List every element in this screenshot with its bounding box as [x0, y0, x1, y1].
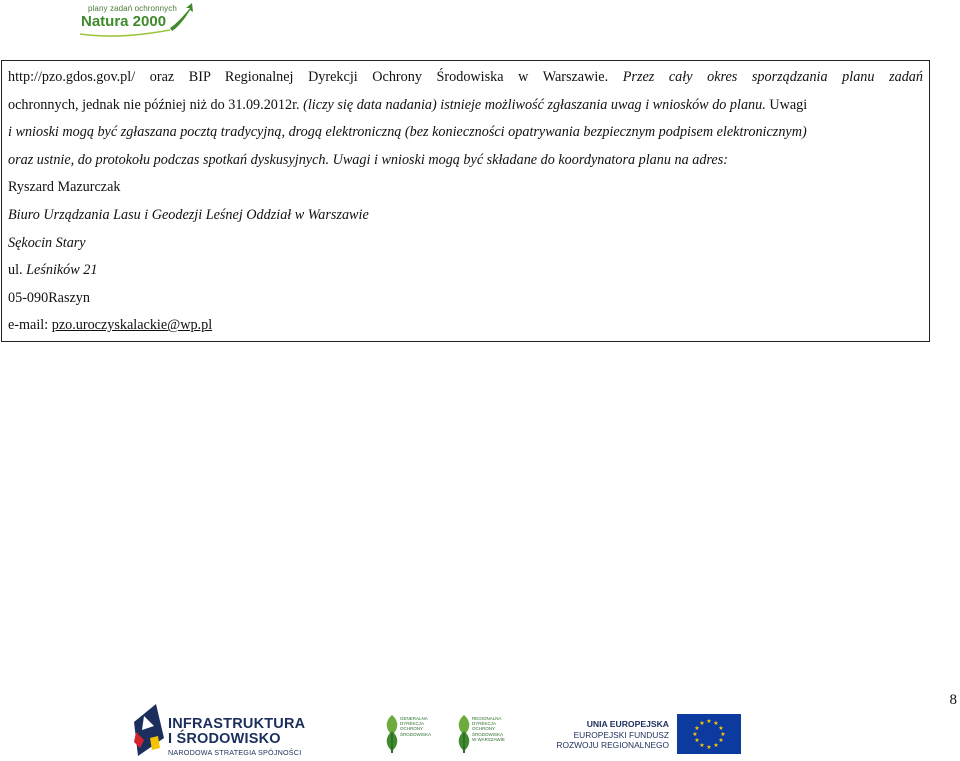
info-box: [1, 60, 930, 342]
eu-flag-icon: [677, 714, 741, 754]
eu-fund-line-2: ROZWOJU REGIONALNEGO: [556, 740, 669, 750]
eu-logo: [556, 714, 745, 754]
svg-text:★: ★: [699, 742, 705, 749]
email-link[interactable]: pzo.uroczyskalackie@wp.pl: [51, 317, 213, 334]
gdos-caption: GENERALNA DYREKCJA OCHRONY ŚRODOWISKA: [400, 716, 432, 737]
eu-title: UNIA EUROPEJSKA: [586, 719, 669, 729]
svg-text:★: ★: [706, 718, 712, 725]
svg-text:★: ★: [713, 742, 719, 749]
svg-text:★: ★: [692, 731, 698, 738]
contact-name: Ryszard Mazurczak: [8, 179, 121, 196]
text-line-2: [8, 92, 923, 120]
svg-text:★: ★: [720, 731, 726, 738]
street-name: Leśników 21: [26, 262, 98, 279]
contact-email: [8, 312, 923, 340]
svg-text:★: ★: [713, 720, 719, 727]
star-flag-icon: [130, 700, 170, 760]
infra-subtitle: NARODOWA STRATEGIA SPÓJNOŚCI: [168, 748, 302, 757]
logo-tagline: plany zadań ochronnych: [88, 4, 177, 13]
svg-text:★: ★: [718, 737, 724, 744]
text-line-1: [8, 64, 923, 92]
logo-brand: Natura 2000: [81, 13, 167, 30]
text-segment: http://pzo.gdos.gov.pl/ oraz BIP Regionalnej Dyrekcji Ochrony Środowiska w Warszawie.: [8, 69, 609, 85]
leaf-emblem-icon: [383, 713, 401, 755]
gdos-logo: [383, 713, 435, 757]
leaf-emblem-icon: [455, 713, 473, 755]
page-number: 8: [949, 692, 957, 708]
natura2000-logo: [78, 2, 194, 40]
eu-fund-line-1: EUROPEJSKI FUNDUSZ: [573, 730, 669, 740]
text-line-4: [8, 147, 923, 175]
infrastruktura-logo: [130, 700, 330, 760]
svg-text:★: ★: [694, 737, 700, 744]
contact-street: [8, 257, 923, 285]
svg-text:★: ★: [718, 725, 724, 732]
text-segment: ochronnych, jednak nie później niż do 31.09.2012r.: [8, 96, 300, 113]
svg-text:★: ★: [699, 720, 705, 727]
rdos-caption: REGIONALNA DYREKCJA OCHRONY ŚRODOWISKA W WARSZAWIE: [472, 716, 505, 742]
text-segment-italic: oraz ustnie, do protokołu podczas spotkań dyskusyjnych.: [8, 151, 330, 168]
svg-text:★: ★: [706, 744, 712, 751]
street-prefix: ul.: [8, 262, 23, 279]
text-segment: Uwagi: [769, 96, 808, 113]
svg-text:★: ★: [694, 725, 700, 732]
text-segment-italic: (liczy się data nadania): [303, 96, 437, 113]
text-segment-italic: Uwagi i wnioski mogą być składane do koordynatora planu na adres:: [332, 151, 728, 168]
contact-office: Biuro Urządzania Lasu i Geodezji Leśnej Oddział w Warszawie: [8, 206, 369, 223]
contact-postal: 05-090Raszyn: [8, 289, 90, 306]
text-segment-italic: Przez cały okres sporządzania planu zadań: [622, 69, 923, 85]
infra-title-2: I ŚRODOWISKO: [168, 731, 281, 747]
rdos-logo: [455, 713, 507, 757]
infra-title-1: INFRASTRUKTURA: [168, 716, 306, 732]
email-label: e-mail:: [8, 317, 49, 334]
contact-town: Sękocin Stary: [8, 234, 86, 251]
text-line-3: i wnioski mogą być zgłaszana pocztą tradycyjną, drogą elektroniczną (bez konieczności opatrywania bezpiecznym podpisem elektronicznym): [8, 124, 807, 141]
text-segment-italic: istnieje możliwość zgłaszania uwag i wniosków do planu.: [440, 96, 766, 113]
